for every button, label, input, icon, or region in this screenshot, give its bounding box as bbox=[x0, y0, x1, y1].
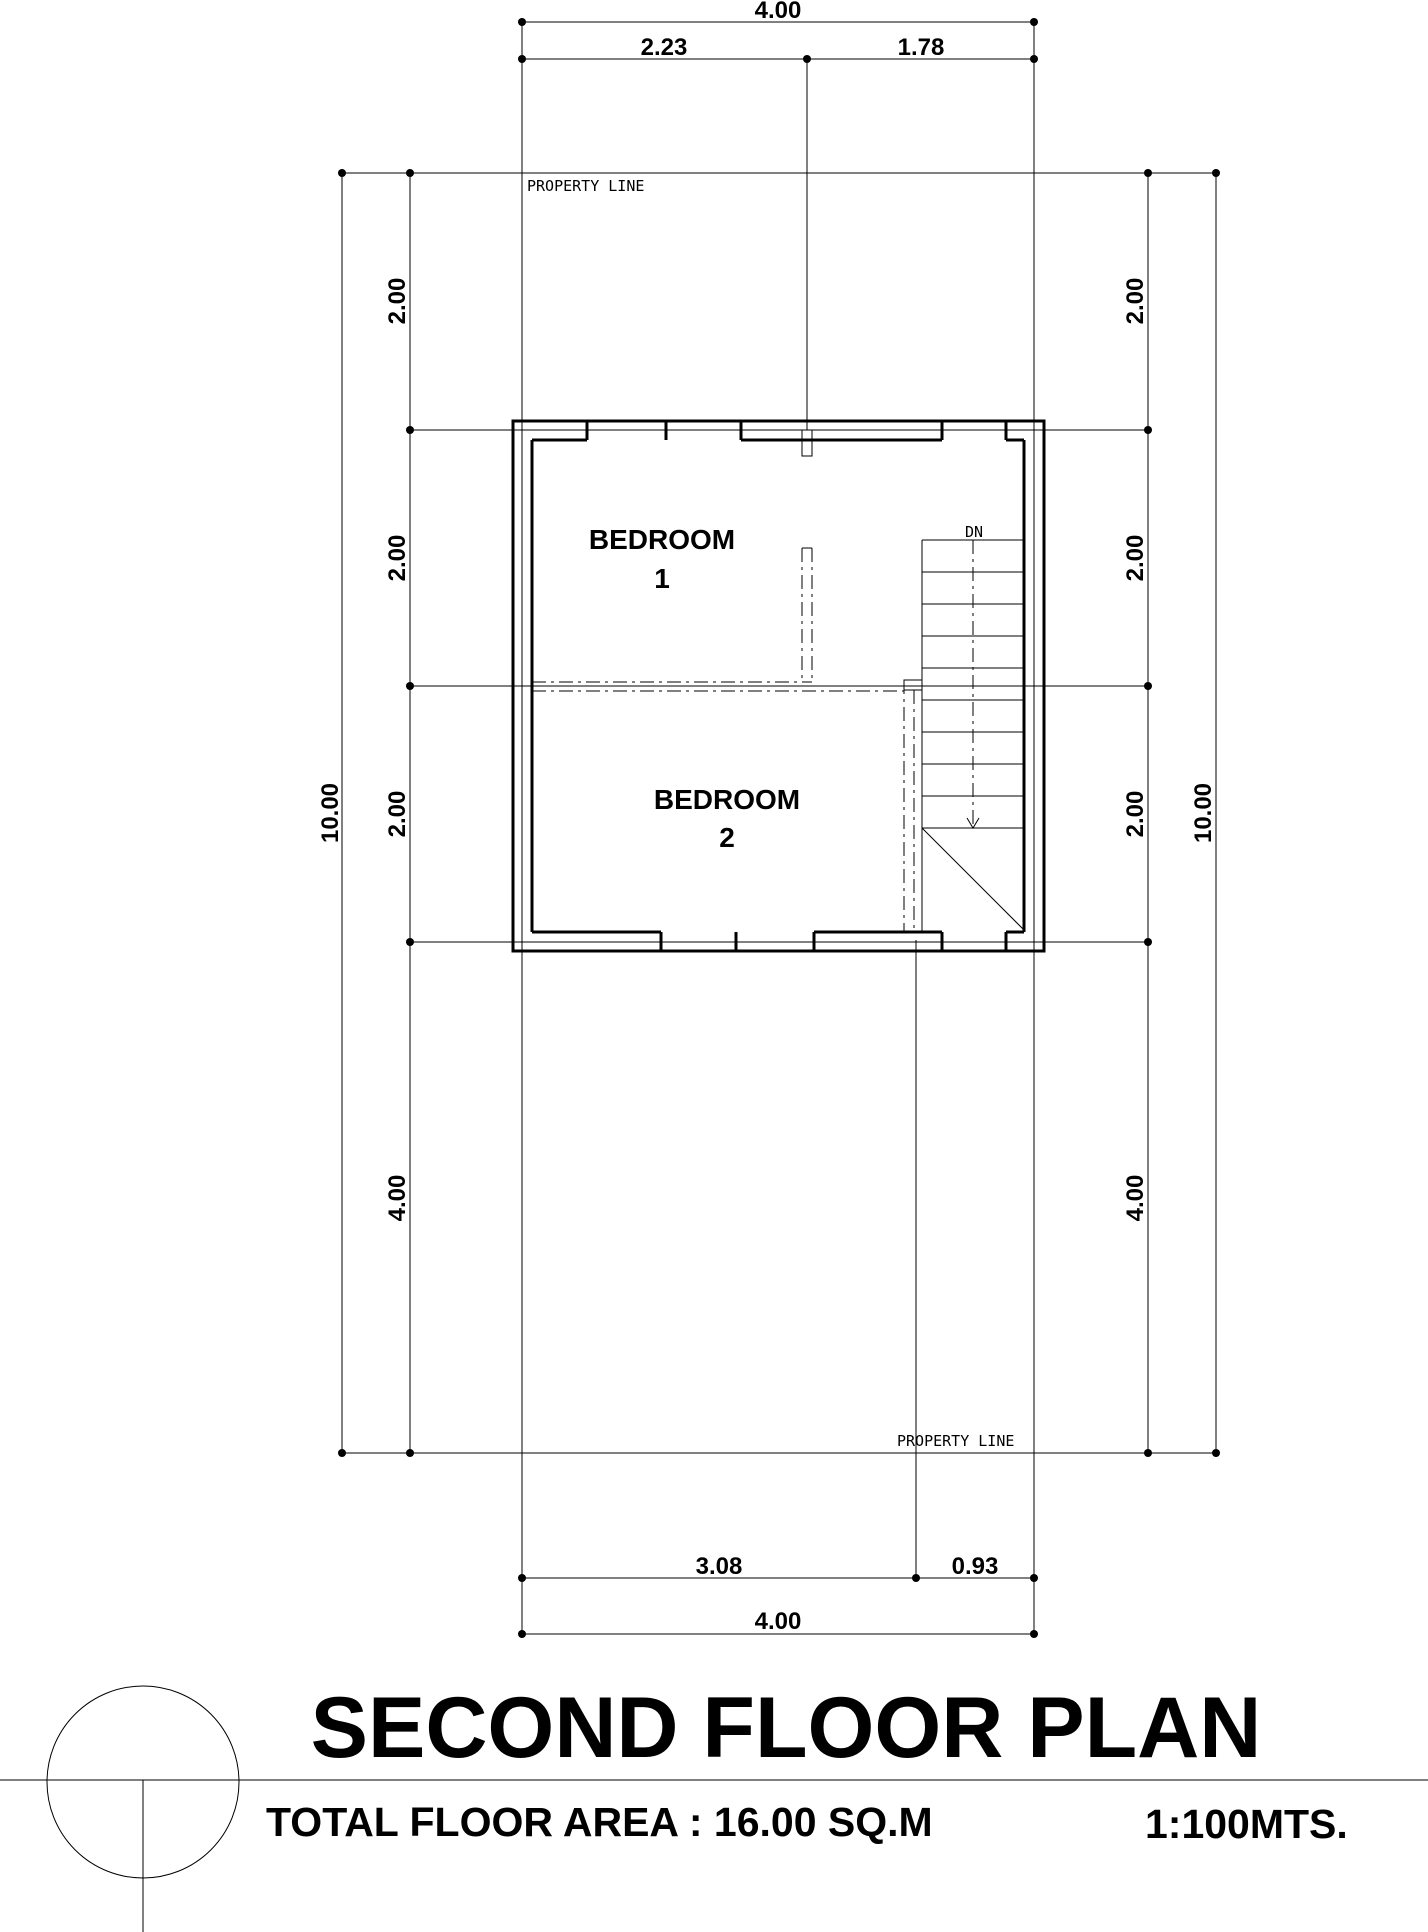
dim-bottom-left: 3.08 bbox=[695, 1553, 743, 1580]
right-dimensions bbox=[1122, 169, 1220, 1457]
drawing-scale: 1:100MTS. bbox=[1145, 1801, 1348, 1847]
dim-left-seg3: 2.00 bbox=[384, 790, 411, 838]
dim-top-left: 2.23 bbox=[640, 34, 688, 61]
bedroom2-number: 2 bbox=[719, 822, 735, 853]
dim-right-seg3: 2.00 bbox=[1122, 790, 1149, 838]
dim-left-seg1: 2.00 bbox=[384, 277, 411, 325]
dim-right-total: 10.00 bbox=[1190, 782, 1217, 844]
dim-top-right: 1.78 bbox=[897, 34, 945, 61]
dim-left-total: 10.00 bbox=[317, 782, 344, 844]
title-block bbox=[0, 1680, 1428, 1932]
grid-lines bbox=[410, 430, 1148, 942]
dim-right-seg1: 2.00 bbox=[1122, 277, 1149, 325]
dim-left-seg2: 2.00 bbox=[384, 534, 411, 582]
left-dimensions bbox=[317, 169, 414, 1457]
staircase bbox=[922, 523, 1024, 932]
dim-bottom-total: 4.00 bbox=[754, 1608, 802, 1635]
property-line-label-top: PROPERTY LINE bbox=[527, 177, 645, 195]
bedroom1-number: 1 bbox=[654, 563, 670, 594]
dim-right-seg2: 2.00 bbox=[1122, 534, 1149, 582]
dim-bottom-right: 0.93 bbox=[951, 1553, 999, 1580]
total-floor-area: TOTAL FLOOR AREA : 16.00 SQ.M bbox=[266, 1799, 933, 1845]
room-labels bbox=[589, 524, 800, 853]
property-line-label-bottom: PROPERTY LINE bbox=[897, 1432, 1015, 1450]
bedroom2-name: BEDROOM bbox=[653, 784, 801, 815]
dim-left-seg4: 4.00 bbox=[384, 1174, 411, 1222]
dim-top-total: 4.00 bbox=[754, 0, 802, 24]
stair-dn-label: DN bbox=[964, 523, 984, 541]
drawing-title: SECOND FLOOR PLAN bbox=[310, 1680, 1262, 1776]
bottom-dimensions bbox=[518, 940, 1038, 1638]
bedroom1-name: BEDROOM bbox=[588, 524, 736, 555]
dim-right-seg4: 4.00 bbox=[1122, 1174, 1149, 1222]
interior-partitions bbox=[532, 430, 922, 932]
